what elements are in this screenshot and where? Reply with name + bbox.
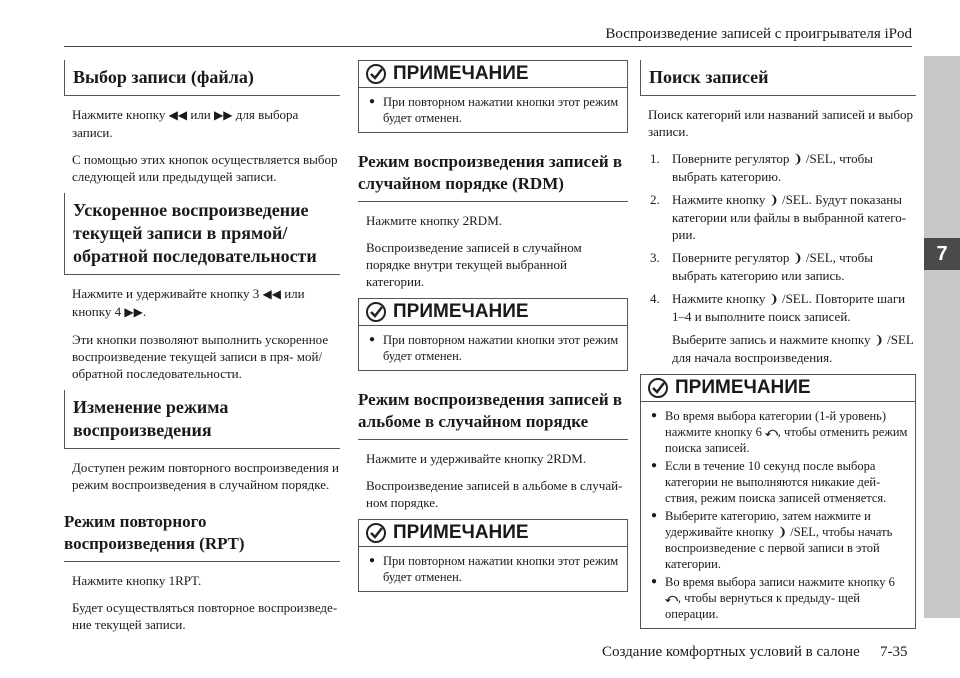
note-box xyxy=(358,298,628,371)
paragraph: Поиск категорий или названий записей и выбор записи. xyxy=(648,107,913,139)
prev-track-icon: ◀◀ xyxy=(168,108,188,122)
header-rule xyxy=(64,46,912,47)
step-item: 1. Поверните регулятор ❩ /SEL, чтобы выбрать категорию. xyxy=(650,151,874,184)
note-item: ● При повторном нажатии кнопки этот режим будет отменен. xyxy=(369,332,621,364)
step-item: 3. Поверните регулятор ❩ /SEL, чтобы выбрать категорию или запись. xyxy=(650,250,874,283)
dial-icon: ❩ xyxy=(792,251,803,265)
paragraph: С помощью этих кнопок осуществляется выбор следующей или предыдущей записи. xyxy=(72,152,338,184)
column-middle xyxy=(358,52,628,592)
dial-icon: ❩ xyxy=(768,193,779,207)
paragraph: Нажмите и удерживайте кнопку 2RDM. xyxy=(366,451,587,466)
section-title-search: Поиск записей xyxy=(640,60,916,96)
rewind-icon: ◀◀ xyxy=(262,287,281,301)
note-label: ПРИМЕЧАНИЕ xyxy=(393,63,529,84)
search-steps xyxy=(650,150,916,366)
step-item: 2. Нажмите кнопку ❩ /SEL. Будут показаны категории или файлы в выбранной катего- рии. xyxy=(650,192,907,242)
section-title-fast-play: Ускоренное воспроизведение текущей записи в прямой/ обратной последовательности xyxy=(64,193,340,275)
note-box xyxy=(640,374,916,629)
running-header: Воспроизведение записей с проигрывателя iPod xyxy=(605,26,912,42)
note-label: ПРИМЕЧАНИЕ xyxy=(675,377,811,398)
dial-icon: ❩ xyxy=(777,525,788,539)
note-label: ПРИМЕЧАНИЕ xyxy=(393,301,529,322)
paragraph: Эти кнопки позволяют выполнить ускоренное воспроизведение текущей записи в пря- мой/обратной последовательности. xyxy=(72,332,329,381)
paragraph: Нажмите и удерживайте кнопку 3 ◀◀ или кнопку 4 ▶▶. xyxy=(72,286,305,319)
checkmark-note-icon xyxy=(647,377,669,399)
note-item: ● Во время выбора категории (1-й уровень) нажмите кнопку 6 ⤺, чтобы отменить режим поиска записей. xyxy=(651,408,909,456)
note-item: ● Выберите категорию, затем нажмите и удерживайте кнопку ❩ /SEL, чтобы начать воспроизведение с первой записи в этой категории. xyxy=(651,508,909,572)
note-label: ПРИМЕЧАНИЕ xyxy=(393,522,529,543)
checkmark-note-icon xyxy=(365,63,387,85)
paragraph: Нажмите кнопку 1RPT. xyxy=(72,573,202,588)
note-box xyxy=(358,60,628,133)
section-title-track-select: Выбор записи (файла) xyxy=(64,60,340,96)
note-box xyxy=(358,519,628,592)
next-track-icon: ▶▶ xyxy=(214,108,233,122)
column-left xyxy=(64,52,340,633)
back-icon: ⤺ xyxy=(665,591,678,605)
paragraph: Нажмите кнопку 2RDM. xyxy=(366,213,503,228)
dial-icon: ❩ xyxy=(768,292,779,306)
paragraph: Будет осуществляться повторное воспроизведе- ние текущей записи. xyxy=(72,600,338,632)
fast-forward-icon: ▶▶ xyxy=(124,305,143,319)
section-title-play-mode: Изменение режима воспроизведения xyxy=(64,390,340,449)
paragraph: Нажмите кнопку ◀◀ или ▶▶ для выбора записи. xyxy=(72,107,299,140)
page-number: 7-35 xyxy=(880,644,908,660)
dial-icon: ❩ xyxy=(873,333,884,347)
step-item: 4. Нажмите кнопку ❩ /SEL. Повторите шаги 1–4 и выполните поиск записей. Выберите запись и нажмите кнопку ❩ /SEL для начала воспроизведения. xyxy=(650,291,914,365)
dial-icon: ❩ xyxy=(792,152,803,166)
checkmark-note-icon xyxy=(365,522,387,544)
chapter-number: 7 xyxy=(924,238,960,270)
footer-section: Создание комфортных условий в салоне xyxy=(602,644,860,660)
paragraph: Доступен режим повторного воспроизведения и режим воспроизведения в случайном порядке. xyxy=(72,460,339,492)
chapter-side-tab xyxy=(924,56,960,618)
section-title-repeat: Режим повторного воспроизведения (RPT) xyxy=(64,505,340,562)
back-icon: ⤺ xyxy=(764,425,778,439)
checkmark-note-icon xyxy=(365,301,387,323)
note-item: ● Во время выбора записи нажмите кнопку 6 ⤺, чтобы вернуться к предыду- щей операции. xyxy=(651,574,909,622)
paragraph: Воспроизведение записей в случайном порядке внутри текущей выбранной категории. xyxy=(366,240,582,289)
note-item: ● При повторном нажатии кнопки этот режим будет отменен. xyxy=(369,553,621,585)
section-title-random: Режим воспроизведения записей в случайном порядке (RDM) xyxy=(358,145,628,202)
paragraph: Воспроизведение записей в альбоме в случай- ном порядке. xyxy=(366,478,623,510)
section-title-album-random: Режим воспроизведения записей в альбоме в случайном порядке xyxy=(358,383,628,440)
note-item: ● Если в течение 10 секунд после выбора категории не выполняются никакие дей- ствия, режим поиска записей отменяется. xyxy=(651,458,909,506)
column-right xyxy=(640,52,916,629)
note-item: ● При повторном нажатии кнопки этот режим будет отменен. xyxy=(369,94,621,126)
